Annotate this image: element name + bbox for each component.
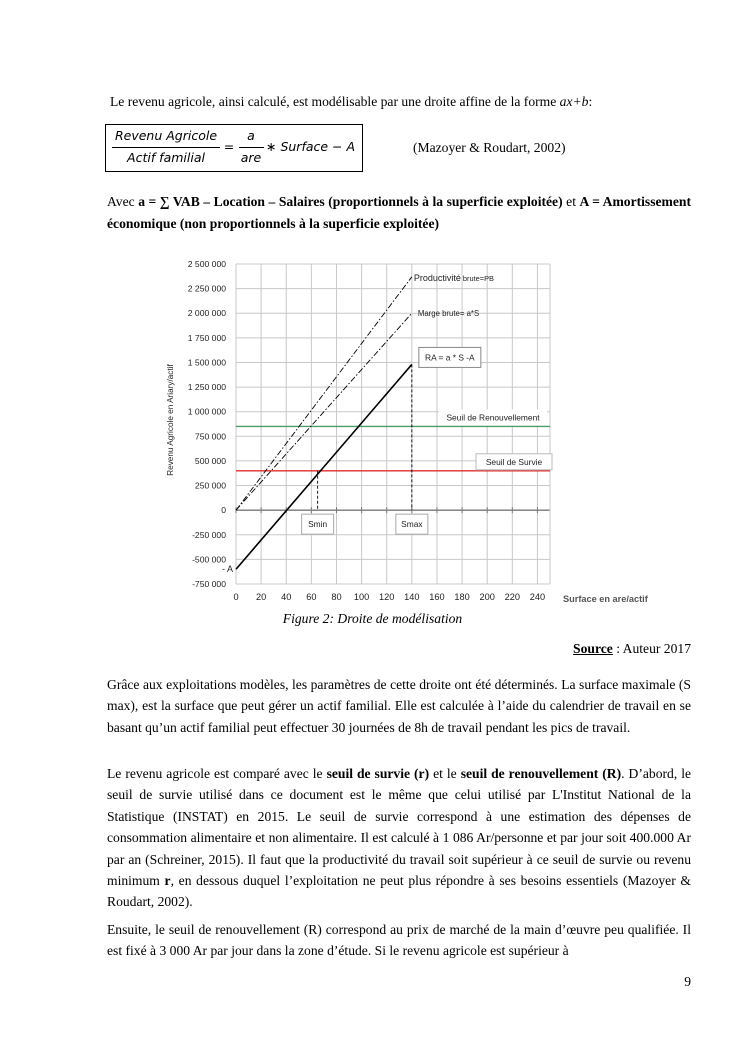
modelisation-chart [150,250,680,612]
marge-brute-label: Marge brute= a*S [417,309,480,319]
intro-form: ax+b [559,94,589,109]
y-tick-label: 2 500 000 [187,259,226,269]
productivite-label-sub: brute=PB [460,273,494,283]
y-axis-label: Revenu Agricole en Ariary/actif [166,364,175,476]
paragraph-surface-max: Grâce aux exploitations modèles, les paramètres de cette droite ont été déterminés. La surface maximale (S max), est la surface que peut gérer un actif familial. Elle est calculée à l’aide du calendrier de travail en se basant qu’un actif familial peut effectuer 30 journées de 8h de travail pendant les pics de travail. [107,677,691,735]
threshold-label: Seuil de Survie [485,456,543,467]
chart-markers [302,364,428,534]
y-tick-label: 750 000 [194,431,226,442]
paragraph-renouvellement: Ensuite, le seuil de renouvellement (R) correspond au prix de marché de la main d’œuvre peu qualifiée. Il est fixé à 3 000 Ar par jour dans la zone d’étude. Si le revenu agricole est supérieur à [107,922,691,959]
formula-fraction-bar-2 [239,147,264,148]
x-tick-label: 80 [331,592,342,602]
productivite-label-main: Productivité [413,272,461,283]
x-tick-label: 160 [429,592,445,602]
A-definition: A = Amortissement économique (non proportionnels à la superficie exploitée) [107,194,691,231]
threshold-label: Seuil de Renouvellement [446,412,540,423]
intro-line: Le revenu agricole, ainsi calculé, est modélisable par une droite affine de la forme ax+b: [110,94,593,109]
y-tick-label: -500 000 [192,554,226,565]
formula-numerator-2: a [247,128,255,143]
formula-fraction-bar-1 [112,147,220,148]
formula-denominator-2: are [240,150,262,165]
x-tick-label: 200 [479,592,495,602]
figure-caption: Figure 2: Droite de modélisation [282,611,463,626]
y-tick-label: 1 250 000 [187,382,226,393]
x-tick-label: 240 [529,592,546,602]
x-tick-label: 140 [404,592,420,602]
x-tick-label: 220 [504,592,520,602]
x-axis-label: Surface en are/actif [563,594,648,604]
y-tick-label: 0 [221,505,226,516]
y-tick-label: 1 750 000 [187,332,226,343]
x-tick-label: 0 [233,592,239,602]
productivite-label [414,273,494,283]
y-tick-labels [188,259,226,589]
figure-source: Source : Auteur 2017 [573,641,691,656]
y-tick-label: 1 500 000 [187,357,226,368]
ra-label: RA = a * S -A [425,352,475,363]
marker-label: Smin [308,519,328,530]
y-tick-label: 2 000 000 [187,308,226,319]
y-tick-label: 2 250 000 [187,283,226,294]
paragraph-seuils: Le revenu agricole est comparé avec le seuil de survie (r) et le seuil de renouvellement (R). D’abord, le seuil de survie utilisé dans ce document est le même que celui utilisé par L'Institut National de la Statistique (INSTAT) en 2015. Le seuil de survie correspond à une estimation des dépenses de consommation alimentaire et non alimentaire. Il est calculé à 1 086 Ar/personne et par jour soit 400.000 Ar par an (Schreiner, 2015). Il faut que la productivité du travail soit supérieur à ce seuil de survie ou revenu minimum r, en dessous duquel l’exploitation ne peut plus répondre à ses besoins essentiels (Mazoyer & Roudart, 2002). [107,766,692,910]
formula-denominator-1: Actif familial [127,150,205,165]
series-line [236,364,412,569]
series-line [236,277,412,510]
y-tick-label: -750 000 [192,579,226,589]
y-tick-label: -250 000 [192,529,226,540]
y-tick-label: 1 000 000 [187,406,226,417]
page-number: 9 [684,974,691,989]
formula-citation: (Mazoyer & Roudart, 2002) [413,140,566,155]
threshold-lines [236,409,552,470]
x-tick-label: 40 [281,592,292,602]
formula-equals: = [223,139,235,154]
minus-A-label: - A [222,564,234,574]
x-tick-label: 100 [353,592,370,602]
marker-label: Smax [401,519,423,530]
x-tick-label: 180 [454,592,470,602]
a-definition: a = ∑ VAB – Location – Salaires (proportionnels à la superficie exploitée) [138,194,563,209]
x-tick-label: 20 [256,592,267,602]
x-tick-label: 60 [306,592,317,602]
formula-box [105,124,363,172]
formula-rest: ∗ Surface − A [266,139,356,154]
definition-paragraph: Avec a = ∑ VAB – Location – Salaires (proportionnels à la superficie exploitée) et A = Amortissement économique (non proportionnels à la superficie exploitée) [107,194,691,231]
x-tick-label: 120 [379,592,395,602]
y-tick-label: 500 000 [194,455,226,466]
formula-numerator-1: Revenu Agricole [114,128,218,143]
x-tick-labels [233,592,545,602]
y-tick-label: 250 000 [194,480,226,491]
